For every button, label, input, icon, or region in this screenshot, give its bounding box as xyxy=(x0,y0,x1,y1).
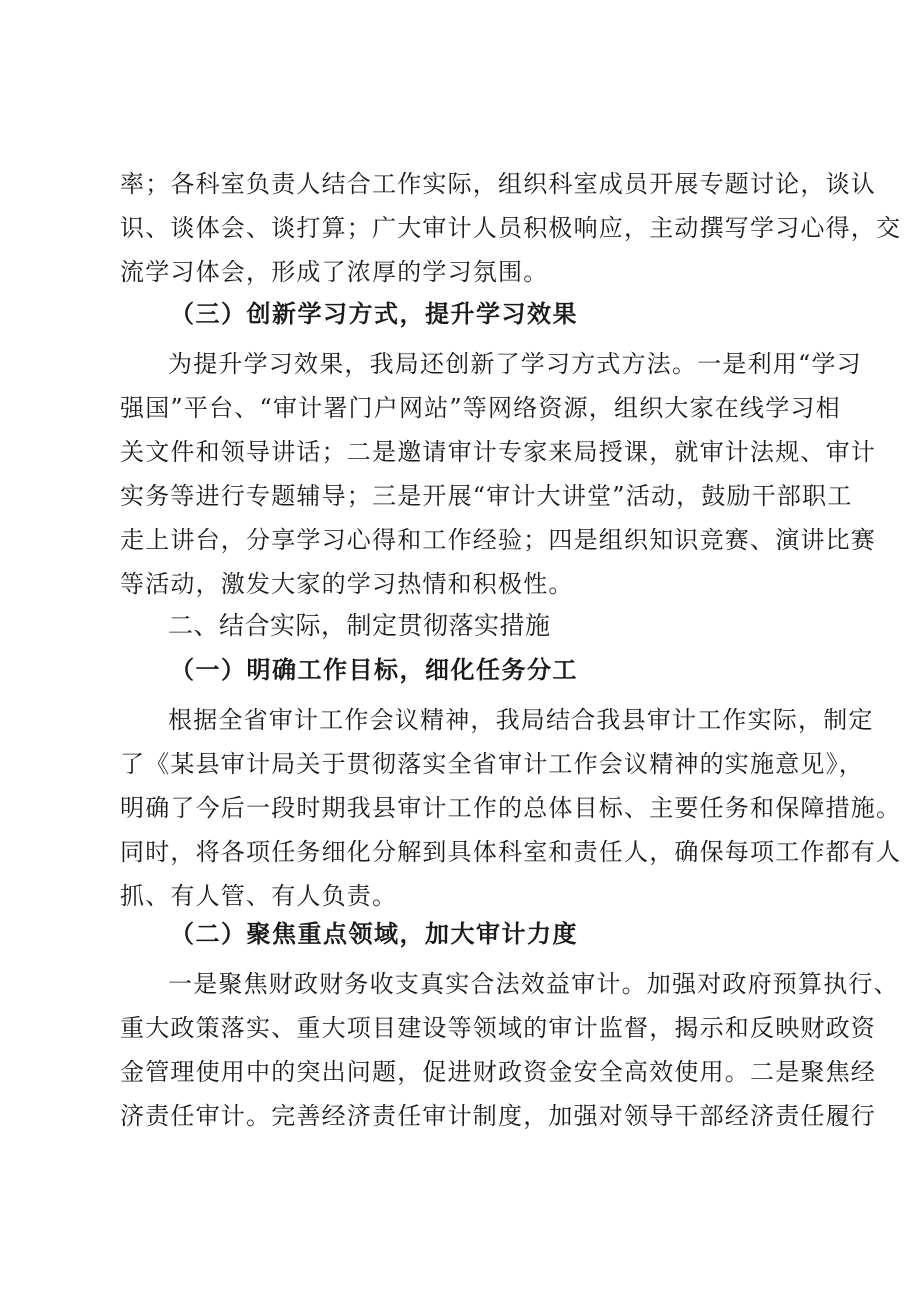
text-line: 等活动，激发大家的学习热情和积极性。 xyxy=(120,570,574,598)
text-line: 明确了今后一段时期我县审计工作的总体目标、主要任务和保障措施。 xyxy=(120,794,902,822)
text-line: 关文件和领导讲话；二是邀请审计专家来局授课，就审计法规、审计 xyxy=(120,438,876,466)
text-line: 金管理使用中的突出问题，促进财政资金安全高效使用。二是聚焦经 xyxy=(120,1058,876,1086)
text-line: 流学习体会，形成了浓厚的学习氛围。 xyxy=(120,258,549,286)
paragraph-study-atmosphere xyxy=(120,162,902,294)
text-line: 为提升学习效果，我局还创新了学习方式方法。一是利用“学习 xyxy=(168,350,862,378)
subheading-innovate-learning: （三）创新学习方式，提升学习效果 xyxy=(170,299,578,328)
section-heading-implementation: 二、结合实际，制定贯彻落实措施 xyxy=(168,611,551,640)
text-line: 根据全省审计工作会议精神，我局结合我县审计工作实际，制定 xyxy=(168,706,874,734)
paragraph-implementation-opinion xyxy=(120,698,902,918)
text-line: 走上讲台，分享学习心得和工作经验；四是组织知识竞赛、演讲比赛 xyxy=(120,526,876,554)
paragraph-audit-focus xyxy=(120,962,899,1138)
text-line: 率；各科室负责人结合工作实际，组织科室成员开展专题讨论，谈认 xyxy=(120,170,876,198)
text-line: 抓、有人管、有人负责。 xyxy=(120,882,398,910)
text-line: 同时，将各项任务细化分解到具体科室和责任人，确保每项工作都有人 xyxy=(120,838,902,866)
text-line: 了《某县审计局关于贯彻落实全省审计工作会议精神的实施意见》， xyxy=(120,750,864,778)
text-line: 实务等进行专题辅导；三是开展“审计大讲堂”活动，鼓励干部职工 xyxy=(120,482,853,510)
text-line: 一是聚焦财政财务收支真实合法效益审计。加强对政府预算执行、 xyxy=(168,970,899,998)
text-line: 重大政策落实、重大项目建设等领域的审计监督，揭示和反映财政资 xyxy=(120,1014,876,1042)
subheading-key-areas: （二）聚焦重点领域，加大审计力度 xyxy=(170,919,578,948)
text-line: 济责任审计。完善经济责任审计制度，加强对领导干部经济责任履行 xyxy=(120,1102,876,1130)
subheading-work-goals: （一）明确工作目标，细化任务分工 xyxy=(170,655,578,684)
paragraph-learning-methods xyxy=(120,342,876,606)
text-line: 识、谈体会、谈打算；广大审计人员积极响应，主动撰写学习心得，交 xyxy=(120,214,902,242)
text-line: 强国”平台、“审计署门户网站”等网络资源，组织大家在线学习相 xyxy=(120,394,841,422)
